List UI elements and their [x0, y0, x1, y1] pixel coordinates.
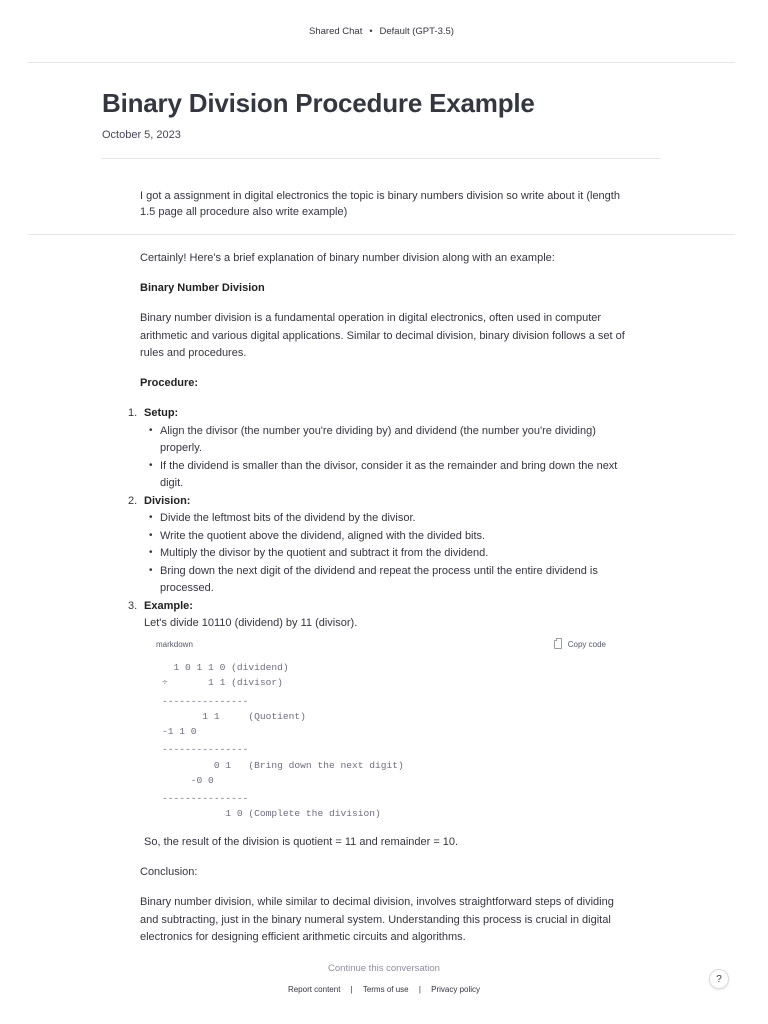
step-title: Division:	[144, 494, 191, 507]
heading-binary-division: Binary Number Division	[140, 282, 265, 294]
header-separator: •	[369, 26, 373, 36]
top-bar	[28, 0, 735, 63]
privacy-policy-link[interactable]: Privacy policy	[431, 985, 481, 994]
code-line: 1 0 (Complete the division)	[162, 807, 381, 819]
assistant-message	[128, 250, 630, 633]
bullet-item: • Divide the leftmost bits of the dividend by the divisor.	[144, 510, 630, 528]
step-setup	[128, 405, 630, 493]
code-line: -0 0	[162, 774, 214, 786]
bullet-item: • Multiply the divisor by the quotient and subtract it from the dividend.	[144, 545, 630, 563]
step-division	[128, 493, 630, 598]
copy-code-label: Copy code	[567, 639, 606, 649]
help-button[interactable]: ?	[709, 969, 729, 989]
procedure-steps	[128, 405, 630, 633]
bullet-item: • If the dividend is smaller than the divisor, consider it as the remainder and bring down the next digit.	[144, 458, 630, 493]
clipboard-icon	[554, 640, 562, 649]
heading-conclusion: Conclusion:	[140, 866, 198, 878]
code-body	[152, 660, 612, 821]
conclusion-text: Binary number division, while similar to decimal division, involves straightforward steps of dividing and subtracting, just in the binary numeral system. Understanding this process is crucial in digital electronics for designing efficient arithmetic circuits and algorithms.	[140, 896, 614, 943]
step-number: 2.	[128, 494, 138, 507]
user-message: I got a assignment in digital electronics the topic is binary numbers division so write about it (length 1.5 page all procedure also write example)	[140, 190, 620, 218]
step-title: Example:	[144, 599, 193, 612]
step-number: 3.	[128, 599, 138, 612]
step-bullets	[144, 423, 630, 493]
code-line: 1 1 (Quotient)	[162, 711, 306, 723]
copy-code-button[interactable]	[554, 640, 606, 649]
example-text: Let's divide 10110 (dividend) by 11 (divisor).	[144, 617, 358, 629]
code-line: ---------------	[162, 792, 249, 804]
title-divider	[102, 158, 660, 159]
assistant-intro: Certainly! Here's a brief explanation of binary number division along with an example:	[140, 252, 555, 264]
step-bullets	[144, 510, 630, 598]
code-header	[152, 633, 612, 655]
footer-separator: |	[418, 985, 421, 994]
code-line: 1 0 1 1 0 (dividend)	[162, 662, 289, 673]
code-line: ÷ 1 1 (divisor)	[162, 677, 283, 689]
code-line: ---------------	[162, 696, 249, 708]
heading-procedure: Procedure:	[140, 377, 199, 389]
step-title: Setup:	[144, 407, 179, 419]
assistant-conclusion-section	[140, 834, 630, 947]
code-line: -1 1 0	[162, 726, 197, 738]
page-date: October 5, 2023	[102, 129, 181, 141]
step-example	[128, 598, 630, 633]
code-language-label: markdown	[156, 639, 193, 649]
bullet-item: • Align the divisor (the number you're dividing by) and dividend (the number you're dividing) properly.	[144, 423, 630, 458]
page-title: Binary Division Procedure Example	[102, 88, 535, 118]
code-line: 0 1 (Bring down the next digit)	[162, 759, 404, 771]
assistant-description: Binary number division is a fundamental operation in digital electronics, often used in computer arithmetic and various digital applications. Similar to decimal division, binary division follows a set of rules and procedures.	[140, 312, 625, 359]
code-line: ---------------	[162, 744, 249, 756]
model-label: Default (GPT-3.5)	[379, 25, 454, 37]
report-content-link[interactable]: Report content	[287, 985, 341, 994]
footer-links	[0, 985, 768, 994]
footer-separator: |	[350, 985, 353, 994]
step-number: 1.	[128, 407, 138, 419]
division-result: So, the result of the division is quotient = 11 and remainder = 10.	[144, 836, 459, 848]
code-block	[152, 633, 612, 823]
shared-chat-label: Shared Chat	[309, 25, 363, 37]
message-divider	[28, 234, 735, 235]
bullet-item: • Write the quotient above the dividend, aligned with the divided bits.	[144, 528, 630, 546]
continue-conversation-link[interactable]: Continue this conversation	[328, 963, 440, 974]
bullet-item: • Bring down the next digit of the dividend and repeat the process until the entire dividend is processed.	[144, 563, 630, 598]
terms-of-use-link[interactable]: Terms of use	[362, 985, 409, 994]
